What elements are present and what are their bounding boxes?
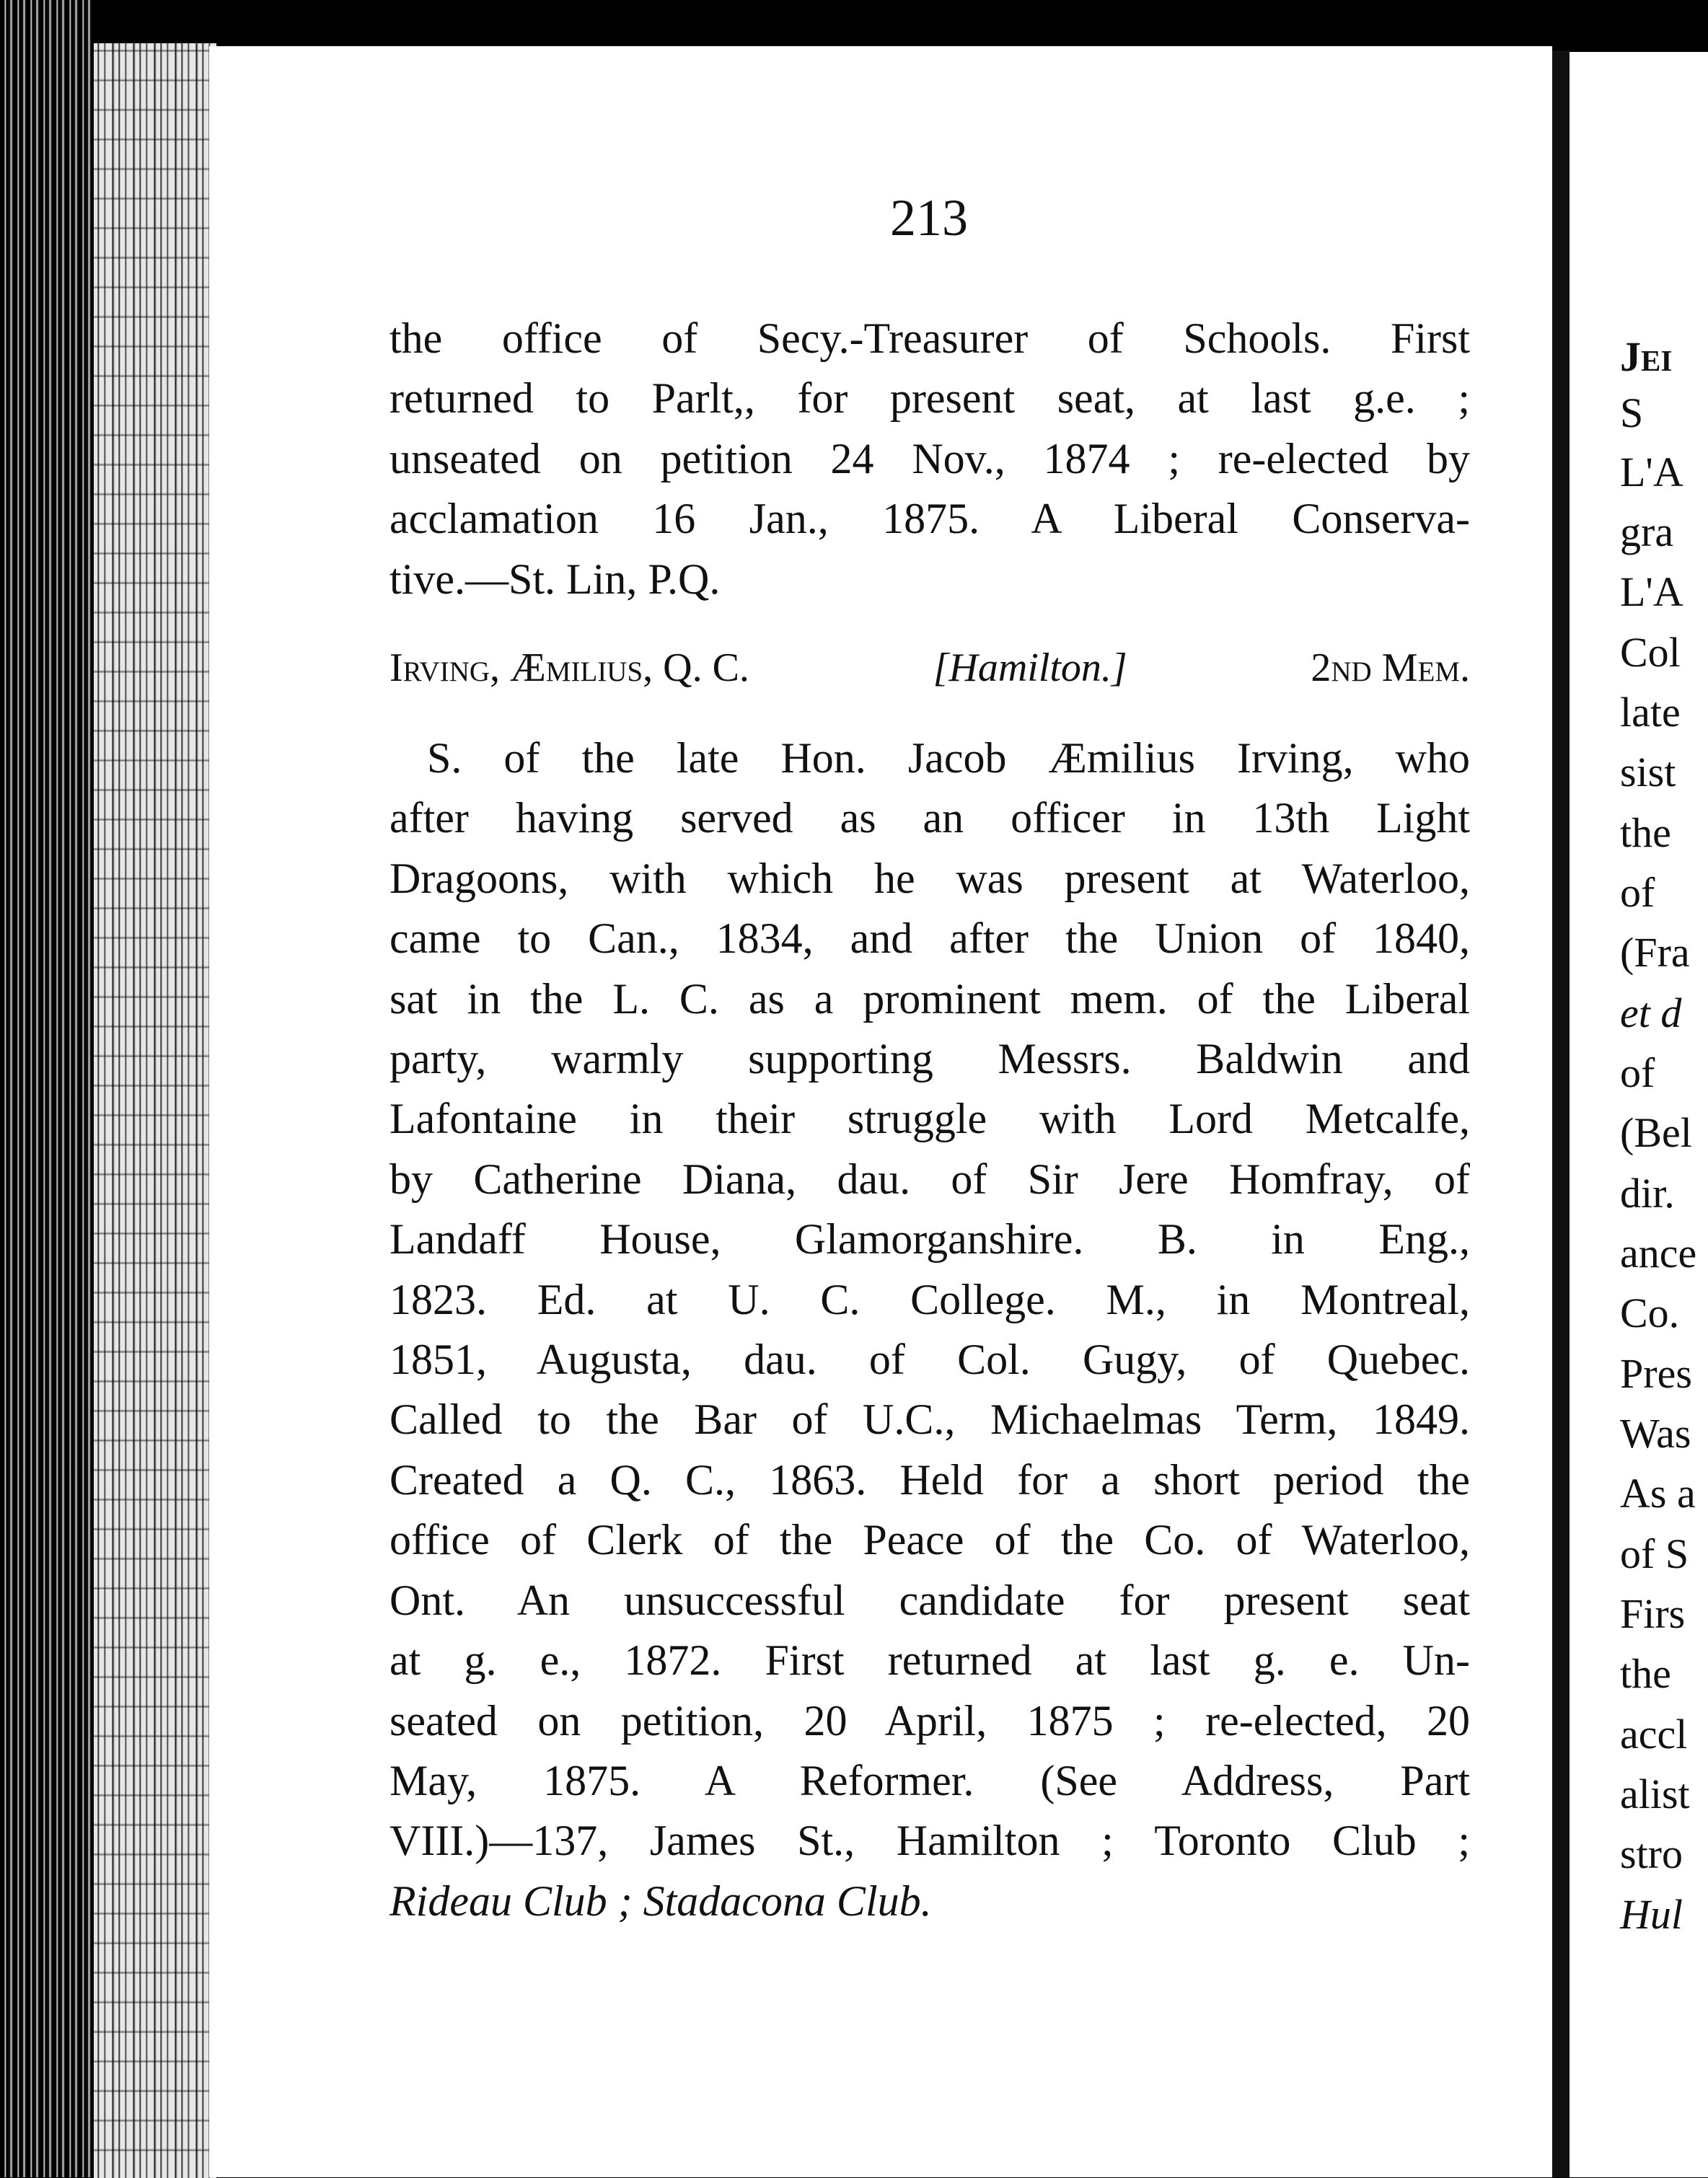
- entry-constituency: [Hamilton.]: [933, 645, 1127, 690]
- text-fragment: the: [1620, 1650, 1671, 1697]
- text-fragment: gra: [1620, 508, 1674, 555]
- text-line: tive.—St. Lin, P.Q.: [389, 555, 721, 603]
- text-fragment: Hul: [1620, 1891, 1683, 1938]
- book-spine: [0, 0, 94, 2177]
- text-line: office of Clerk of the Peace of the Co. of Waterloo,: [389, 1516, 1470, 1564]
- text-line: Created a Q. C., 1863. Held for a short period the: [389, 1455, 1470, 1504]
- text-line: after having served as an officer in 13th Light: [389, 794, 1470, 842]
- right-page-fragment: [1570, 52, 1708, 2177]
- text-line: Lafontaine in their struggle with Lord Metcalfe,: [389, 1095, 1470, 1143]
- text-line: at g. e., 1872. First returned at last g. e. Un-: [389, 1636, 1470, 1685]
- text-fragment: L'A: [1620, 449, 1683, 495]
- text-fragment: sist: [1620, 749, 1676, 795]
- text-line: May, 1875. A Reformer. (See Address, Part: [389, 1756, 1470, 1804]
- text-fragment: Pres: [1620, 1350, 1692, 1397]
- text-line: unseated on petition 24 Nov., 1874 ; re-elected by: [389, 434, 1470, 482]
- text-fragment: As a: [1620, 1470, 1696, 1517]
- text-fragment: (Fra: [1620, 929, 1690, 976]
- text-fragment: L'A: [1620, 568, 1683, 615]
- text-line: returned to Parlt,, for present seat, at last g.e. ;: [389, 374, 1470, 423]
- text-fragment: Jei: [1620, 333, 1673, 380]
- previous-entry-text: [389, 309, 1470, 609]
- text-line: acclamation 16 Jan., 1875. A Liberal Conserva-: [389, 495, 1470, 543]
- text-line: came to Can., 1834, and after the Union of 1840,: [389, 914, 1470, 963]
- text-fragment: alist: [1620, 1771, 1690, 1817]
- entry-heading: [389, 639, 1470, 697]
- page-gutter: [1552, 50, 1570, 2177]
- text-line: Called to the Bar of U.C., Michaelmas Term, 1849.: [389, 1396, 1470, 1444]
- text-line: seated on petition, 20 April, 1875 ; re-elected, 20: [389, 1696, 1470, 1745]
- text-fragment: stro: [1620, 1830, 1683, 1877]
- text-fragment: (Bel: [1620, 1109, 1692, 1156]
- text-fragment: Co.: [1620, 1289, 1680, 1336]
- text-line: the office of Secy.-Treasurer of Schools. First: [389, 314, 1470, 362]
- entry-member-label: 2nd Mem.: [1311, 645, 1470, 690]
- text-fragment: late: [1620, 689, 1681, 736]
- text-fragment: of: [1620, 869, 1655, 916]
- entry-body: [389, 728, 1470, 1931]
- text-fragment: Was: [1620, 1410, 1691, 1457]
- text-line: Ont. An unsuccessful candidate for present seat: [389, 1576, 1470, 1624]
- text-fragment: accl: [1620, 1711, 1688, 1758]
- text-fragment: the: [1620, 809, 1671, 856]
- text-line: party, warmly supporting Messrs. Baldwin and: [389, 1035, 1470, 1083]
- text-fragment: Firs: [1620, 1590, 1686, 1637]
- text-line: Rideau Club ; Stadacona Club.: [389, 1877, 932, 1925]
- text-line: Dragoons, with which he was present at Waterloo,: [389, 854, 1470, 902]
- text-fragment: of S: [1620, 1530, 1689, 1577]
- text-line: VIII.)—137, James St., Hamilton ; Toronto Club ;: [389, 1817, 1470, 1865]
- entry-name: Irving, Æmilius, Q. C.: [389, 645, 749, 690]
- text-line: 1851, Augusta, dau. of Col. Gugy, of Quebec.: [389, 1336, 1470, 1384]
- text-fragment: Col: [1620, 629, 1681, 676]
- text-line: S. of the late Hon. Jacob Æmilius Irving, who: [427, 734, 1470, 782]
- page-edges: [94, 43, 216, 2178]
- page-number: 213: [890, 189, 968, 247]
- text-fragment: S: [1620, 389, 1644, 436]
- text-fragment: et d: [1620, 989, 1682, 1036]
- text-line: 1823. Ed. at U. C. College. M., in Montreal,: [389, 1275, 1470, 1323]
- text-fragment: ance: [1620, 1230, 1697, 1277]
- text-fragment: of: [1620, 1049, 1655, 1096]
- text-line: sat in the L. C. as a prominent mem. of the Liberal: [389, 974, 1470, 1023]
- text-line: by Catherine Diana, dau. of Sir Jere Homfray, of: [389, 1155, 1470, 1203]
- text-line: Landaff House, Glamorganshire. B. in Eng.,: [389, 1215, 1470, 1264]
- text-fragment: dir.: [1620, 1170, 1675, 1217]
